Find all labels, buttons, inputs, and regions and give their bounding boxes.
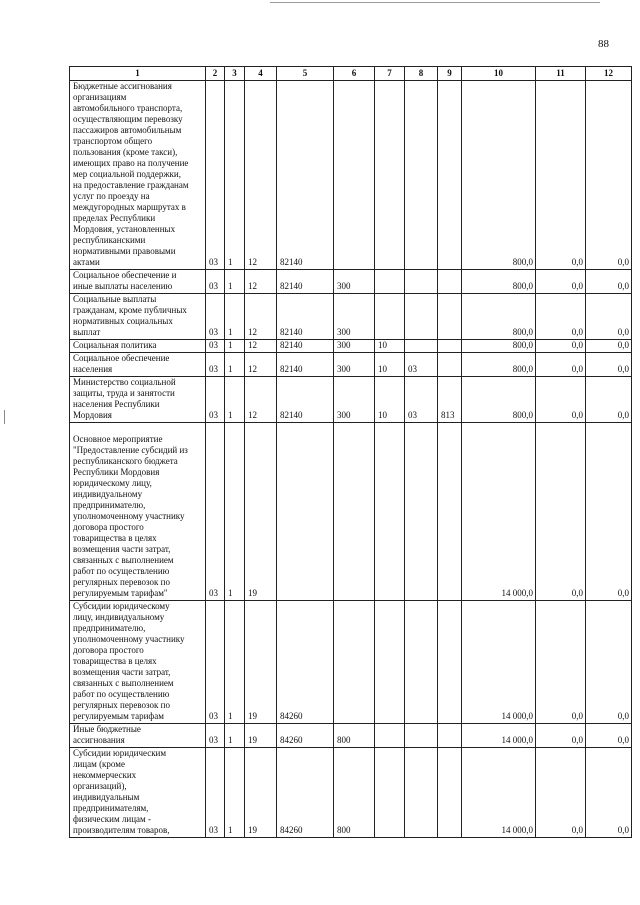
amount-year3-cell: 0,0 (586, 294, 632, 340)
amount-year3-cell: 0,0 (586, 81, 632, 270)
amount-year1-cell: 800,0 (462, 340, 536, 353)
program-code-cell: 12 (245, 353, 277, 377)
subsection-cell (405, 748, 438, 838)
department-cell (438, 270, 462, 294)
section-code-cell: 03 (206, 340, 225, 353)
section-cell (375, 423, 405, 601)
department-cell (438, 423, 462, 601)
column-header: 7 (375, 67, 405, 81)
section-code-cell: 03 (206, 270, 225, 294)
column-header: 11 (536, 67, 586, 81)
section-cell (375, 748, 405, 838)
department-cell (438, 340, 462, 353)
column-header: 12 (586, 67, 632, 81)
section-code-cell: 03 (206, 748, 225, 838)
program-code-cell: 19 (245, 423, 277, 601)
amount-year3-cell: 0,0 (586, 724, 632, 748)
department-cell (438, 748, 462, 838)
section-cell (375, 81, 405, 270)
amount-year3-cell: 0,0 (586, 340, 632, 353)
subsection-cell: 03 (405, 353, 438, 377)
amount-year2-cell: 0,0 (536, 748, 586, 838)
section-code-cell: 03 (206, 423, 225, 601)
department-cell: 813 (438, 377, 462, 423)
amount-year3-cell: 0,0 (586, 601, 632, 724)
target-code-cell: 82140 (277, 270, 334, 294)
amount-year2-cell: 0,0 (536, 270, 586, 294)
row-name-cell: Иные бюджетные ассигнования (70, 724, 206, 748)
subsection-cell: 03 (405, 377, 438, 423)
amount-year3-cell: 0,0 (586, 270, 632, 294)
row-name-cell: Социальные выплаты гражданам, кроме публичных нормативных социальных выплат (70, 294, 206, 340)
amount-year1-cell: 14 000,0 (462, 748, 536, 838)
target-code-cell: 84260 (277, 601, 334, 724)
row-name-cell: Субсидии юридическим лицам (кроме некоммерческих организаций), индивидуальным предпринимателям, физическим лицам - производителям товаров, (70, 748, 206, 838)
scan-artifact-left (4, 410, 5, 424)
target-code-cell: 82140 (277, 294, 334, 340)
program-code-cell: 12 (245, 294, 277, 340)
program-code-cell: 19 (245, 724, 277, 748)
section-code-cell: 03 (206, 724, 225, 748)
table-row (70, 270, 632, 294)
amount-year1-cell: 800,0 (462, 270, 536, 294)
subsection-code-cell: 1 (225, 724, 245, 748)
target-code-cell: 82140 (277, 340, 334, 353)
subsection-code-cell: 1 (225, 353, 245, 377)
subsection-code-cell: 1 (225, 748, 245, 838)
row-name-cell: Социальная политика (70, 340, 206, 353)
table-row (70, 601, 632, 724)
table-body (70, 81, 632, 838)
section-cell (375, 294, 405, 340)
row-name-cell: Субсидии юридическому лицу, индивидуальному предпринимателю, уполномоченному участнику договора простого товарищества в целях возмещения части затрат, связанных с выполнением работ по осуществлению регулярных перевозок по регулируемым тарифам (70, 601, 206, 724)
expense-type-cell: 300 (334, 377, 375, 423)
section-code-cell: 03 (206, 601, 225, 724)
page-number: 88 (598, 38, 609, 50)
column-header: 1 (70, 67, 206, 81)
subsection-cell (405, 423, 438, 601)
table-row (70, 81, 632, 270)
subsection-code-cell: 1 (225, 423, 245, 601)
row-name-cell: Социальное обеспечение и иные выплаты населению (70, 270, 206, 294)
amount-year2-cell: 0,0 (536, 423, 586, 601)
target-code-cell: 82140 (277, 81, 334, 270)
subsection-code-cell: 1 (225, 81, 245, 270)
program-code-cell: 12 (245, 81, 277, 270)
section-code-cell: 03 (206, 353, 225, 377)
amount-year2-cell: 0,0 (536, 294, 586, 340)
table-row (70, 294, 632, 340)
subsection-cell (405, 270, 438, 294)
department-cell (438, 601, 462, 724)
table-row (70, 423, 632, 601)
table-header-row (70, 67, 632, 81)
amount-year3-cell: 0,0 (586, 377, 632, 423)
program-code-cell: 19 (245, 601, 277, 724)
amount-year2-cell: 0,0 (536, 340, 586, 353)
expense-type-cell: 300 (334, 340, 375, 353)
amount-year1-cell: 14 000,0 (462, 423, 536, 601)
row-name-cell: Бюджетные ассигнования организациям автомобильного транспорта, осуществляющим перевозку пассажиров автомобильным транспортом общего пользования (кроме такси), имеющих право на получение мер социальной поддержки, на предоставление гражданам услуг по проезду на междугородных маршрутах в пределах Республики Мордовия, установленных республиканскими нормативными правовыми актами (70, 81, 206, 270)
department-cell (438, 294, 462, 340)
column-header: 2 (206, 67, 225, 81)
column-header: 10 (462, 67, 536, 81)
subsection-cell (405, 81, 438, 270)
expense-type-cell (334, 81, 375, 270)
table-row (70, 340, 632, 353)
column-header: 8 (405, 67, 438, 81)
table-row (70, 748, 632, 838)
expense-type-cell: 300 (334, 353, 375, 377)
amount-year2-cell: 0,0 (536, 377, 586, 423)
section-cell: 10 (375, 353, 405, 377)
subsection-code-cell: 1 (225, 340, 245, 353)
amount-year1-cell: 14 000,0 (462, 724, 536, 748)
subsection-cell (405, 724, 438, 748)
department-cell (438, 724, 462, 748)
program-code-cell: 12 (245, 340, 277, 353)
column-header: 5 (277, 67, 334, 81)
amount-year1-cell: 800,0 (462, 81, 536, 270)
expense-type-cell: 800 (334, 724, 375, 748)
amount-year3-cell: 0,0 (586, 748, 632, 838)
department-cell (438, 81, 462, 270)
amount-year1-cell: 800,0 (462, 294, 536, 340)
section-code-cell: 03 (206, 294, 225, 340)
amount-year3-cell: 0,0 (586, 423, 632, 601)
subsection-cell (405, 601, 438, 724)
section-cell (375, 270, 405, 294)
target-code-cell (277, 423, 334, 601)
amount-year1-cell: 800,0 (462, 377, 536, 423)
table-row (70, 353, 632, 377)
row-name-cell: Министерство социальной защиты, труда и занятости населения Республики Мордовия (70, 377, 206, 423)
subsection-code-cell: 1 (225, 270, 245, 294)
target-code-cell: 84260 (277, 724, 334, 748)
column-header: 9 (438, 67, 462, 81)
subsection-cell (405, 340, 438, 353)
section-cell: 10 (375, 377, 405, 423)
expense-type-cell: 800 (334, 748, 375, 838)
section-cell (375, 601, 405, 724)
expense-type-cell: 300 (334, 294, 375, 340)
section-code-cell: 03 (206, 377, 225, 423)
program-code-cell: 12 (245, 270, 277, 294)
row-name-cell: Основное мероприятие "Предоставление субсидий из республиканского бюджета Республики Мордовия юридическому лицу, индивидуальному предпринимателю, уполномоченному участнику договора простого товарищества в целях возмещения части затрат, связанных с выполнением работ по осуществлению регулярных перевозок по регулируемым тарифам" (70, 423, 206, 601)
subsection-code-cell: 1 (225, 294, 245, 340)
row-name-cell: Социальное обеспечение населения (70, 353, 206, 377)
subsection-code-cell: 1 (225, 601, 245, 724)
target-code-cell: 84260 (277, 748, 334, 838)
amount-year1-cell: 800,0 (462, 353, 536, 377)
column-header: 3 (225, 67, 245, 81)
program-code-cell: 19 (245, 748, 277, 838)
column-header: 4 (245, 67, 277, 81)
amount-year2-cell: 0,0 (536, 601, 586, 724)
scan-artifact-top (270, 2, 600, 3)
section-cell (375, 724, 405, 748)
program-code-cell: 12 (245, 377, 277, 423)
department-cell (438, 353, 462, 377)
expense-type-cell: 300 (334, 270, 375, 294)
table-row (70, 724, 632, 748)
amount-year3-cell: 0,0 (586, 353, 632, 377)
table-row (70, 377, 632, 423)
budget-table (69, 66, 632, 838)
target-code-cell: 82140 (277, 377, 334, 423)
expense-type-cell (334, 423, 375, 601)
section-code-cell: 03 (206, 81, 225, 270)
section-cell: 10 (375, 340, 405, 353)
column-header: 6 (334, 67, 375, 81)
expense-type-cell (334, 601, 375, 724)
subsection-cell (405, 294, 438, 340)
subsection-code-cell: 1 (225, 377, 245, 423)
amount-year1-cell: 14 000,0 (462, 601, 536, 724)
amount-year2-cell: 0,0 (536, 724, 586, 748)
amount-year2-cell: 0,0 (536, 353, 586, 377)
amount-year2-cell: 0,0 (536, 81, 586, 270)
target-code-cell: 82140 (277, 353, 334, 377)
